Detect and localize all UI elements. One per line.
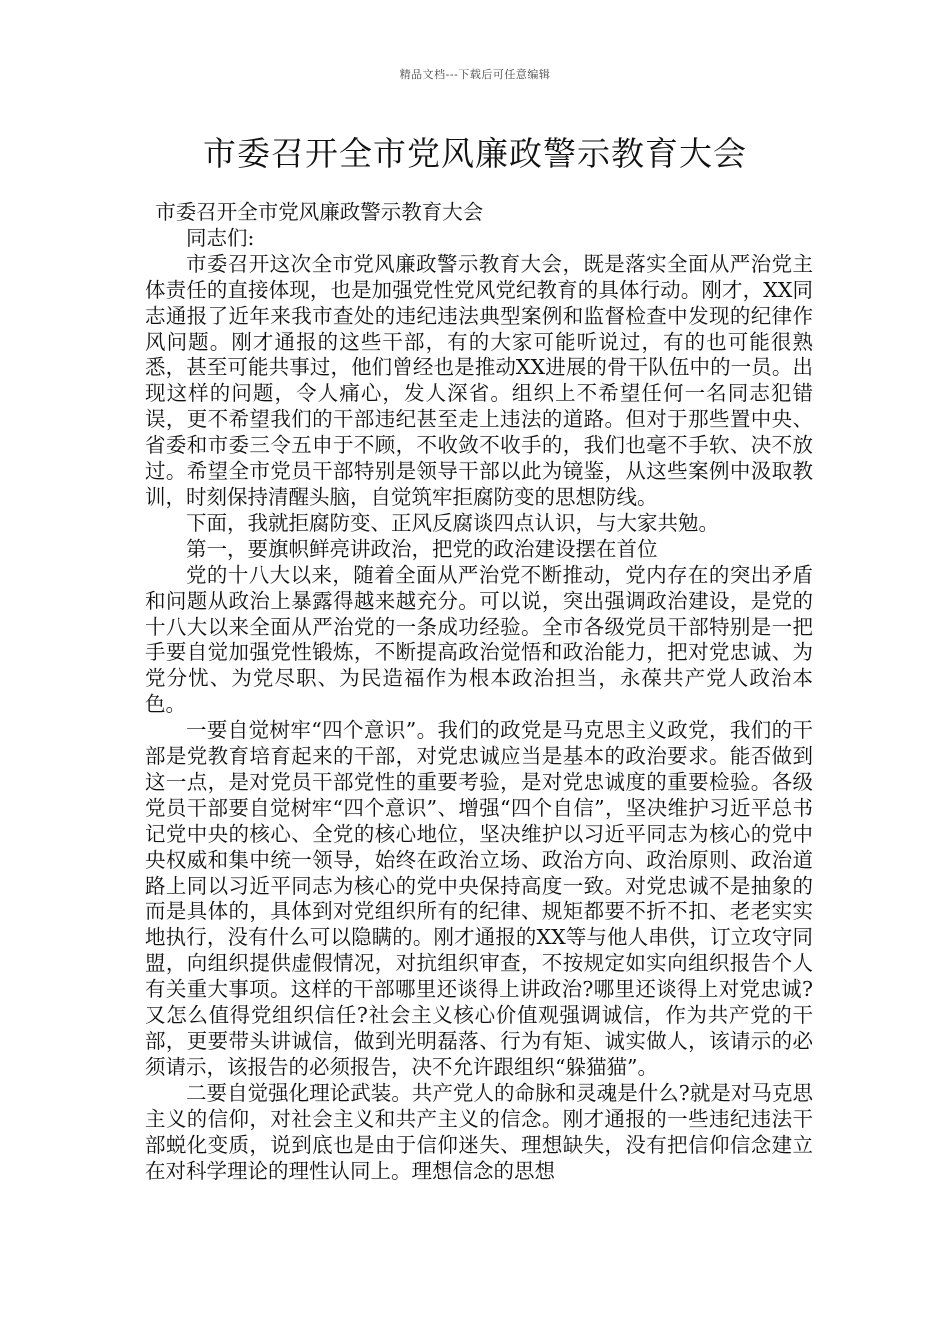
salutation: 同志们:	[186, 225, 255, 250]
paragraph-transition: 下面，我就拒腐防变、正风反腐谈四点认识，与大家共勉。	[186, 510, 719, 535]
document-body	[145, 200, 813, 1184]
header-note: 精品文档---下载后可任意编辑	[399, 68, 551, 81]
body-subtitle: 市委召开全市党风廉政警示教育大会	[155, 200, 484, 224]
section-heading-first: 第一，要旗帜鲜亮讲政治，把党的政治建设摆在首位	[186, 536, 658, 561]
document-title: 市委召开全市党风廉政警示教育大会	[203, 134, 747, 173]
paragraph-point-two: 二要自觉强化理论武装。共产党人的命脉和灵魂是什么?就是对马克思主义的信仰，对社会主义和共产主义的信念。刚才通报的一些违纪违法干部蜕化变质，说到底也是由于信仰迷失、理想缺失，没有把信仰信念建立在对科学理论的理性认同上。理想信念的思想	[145, 1080, 813, 1183]
paragraph-section-one: 党的十八大以来，随着全面从严治党不断推动，党内存在的突出矛盾和问题从政治上暴露得越来越充分。可以说，突出强调政治建设，是党的十八大以来全面从严治党的一条成功经验。全市各级党员干部特别是一把手要自觉加强党性锻炼，不断提高政治觉悟和政治能力，把对党忠诚、为党分忧、为党尽职、为民造福作为根本政治担当，永葆共产党人政治本色。	[145, 562, 813, 717]
paragraph-intro: 市委召开这次全市党风廉政警示教育大会，既是落实全面从严治党主体责任的直接体现，也是加强党性党风党纪教育的具体行动。刚才，XX同志通报了近年来我市查处的违纪违法典型案例和监督检查中发现的纪律作风问题。刚才通报的这些干部，有的大家可能听说过，有的也可能很熟悉，甚至可能共事过，他们曾经也是推动XX进展的骨干队伍中的一员。出现这样的问题，令人痛心，发人深省。组织上不希望任何一名同志犯错误，更不希望我们的干部违纪甚至走上违法的道路。但对于那些置中央、省委和市委三令五申于不顾，不收敛不收手的，我们也毫不手软、决不放过。希望全市党员干部特别是领导干部以此为镜鉴，从这些案例中汲取教训，时刻保持清醒头脑，自觉筑牢拒腐防变的思想防线。	[145, 251, 813, 509]
paragraph-point-one: 一要自觉树牢“四个意识”。我们的政党是马克思主义政党，我们的干部是党教育培育起来的干部，对党忠诚应当是基本的政治要求。能否做到这一点，是对党员干部党性的重要考验，是对党忠诚度的重要检验。各级党员干部要自觉树牢“四个意识”、增强“四个自信”，坚决维护习近平总书记党中央的核心、全党的核心地位，坚决维护以习近平同志为核心的党中央权威和集中统一领导，始终在政治立场、政治方向、政治原则、政治道路上同以习近平同志为核心的党中央保持高度一致。对党忠诚不是抽象的而是具体的，具体到对党组织所有的纪律、规矩都要不折不扣、老老实实地执行，没有什么可以隐瞒的。刚才通报的XX等与他人串供，订立攻守同盟，向组织提供虚假情况，对抗组织审查，不按规定如实向组织报告个人有关重大事项。这样的干部哪里还谈得上讲政治?哪里还谈得上对党忠诚?又怎么值得党组织信任?社会主义核心价值观强调诚信，作为共产党的干部，更要带头讲诚信，做到光明磊落、行为有矩、诚实做人，该请示的必须请示，该报告的必须报告，决不允许跟组织“躲猫猫”。	[145, 718, 813, 1079]
